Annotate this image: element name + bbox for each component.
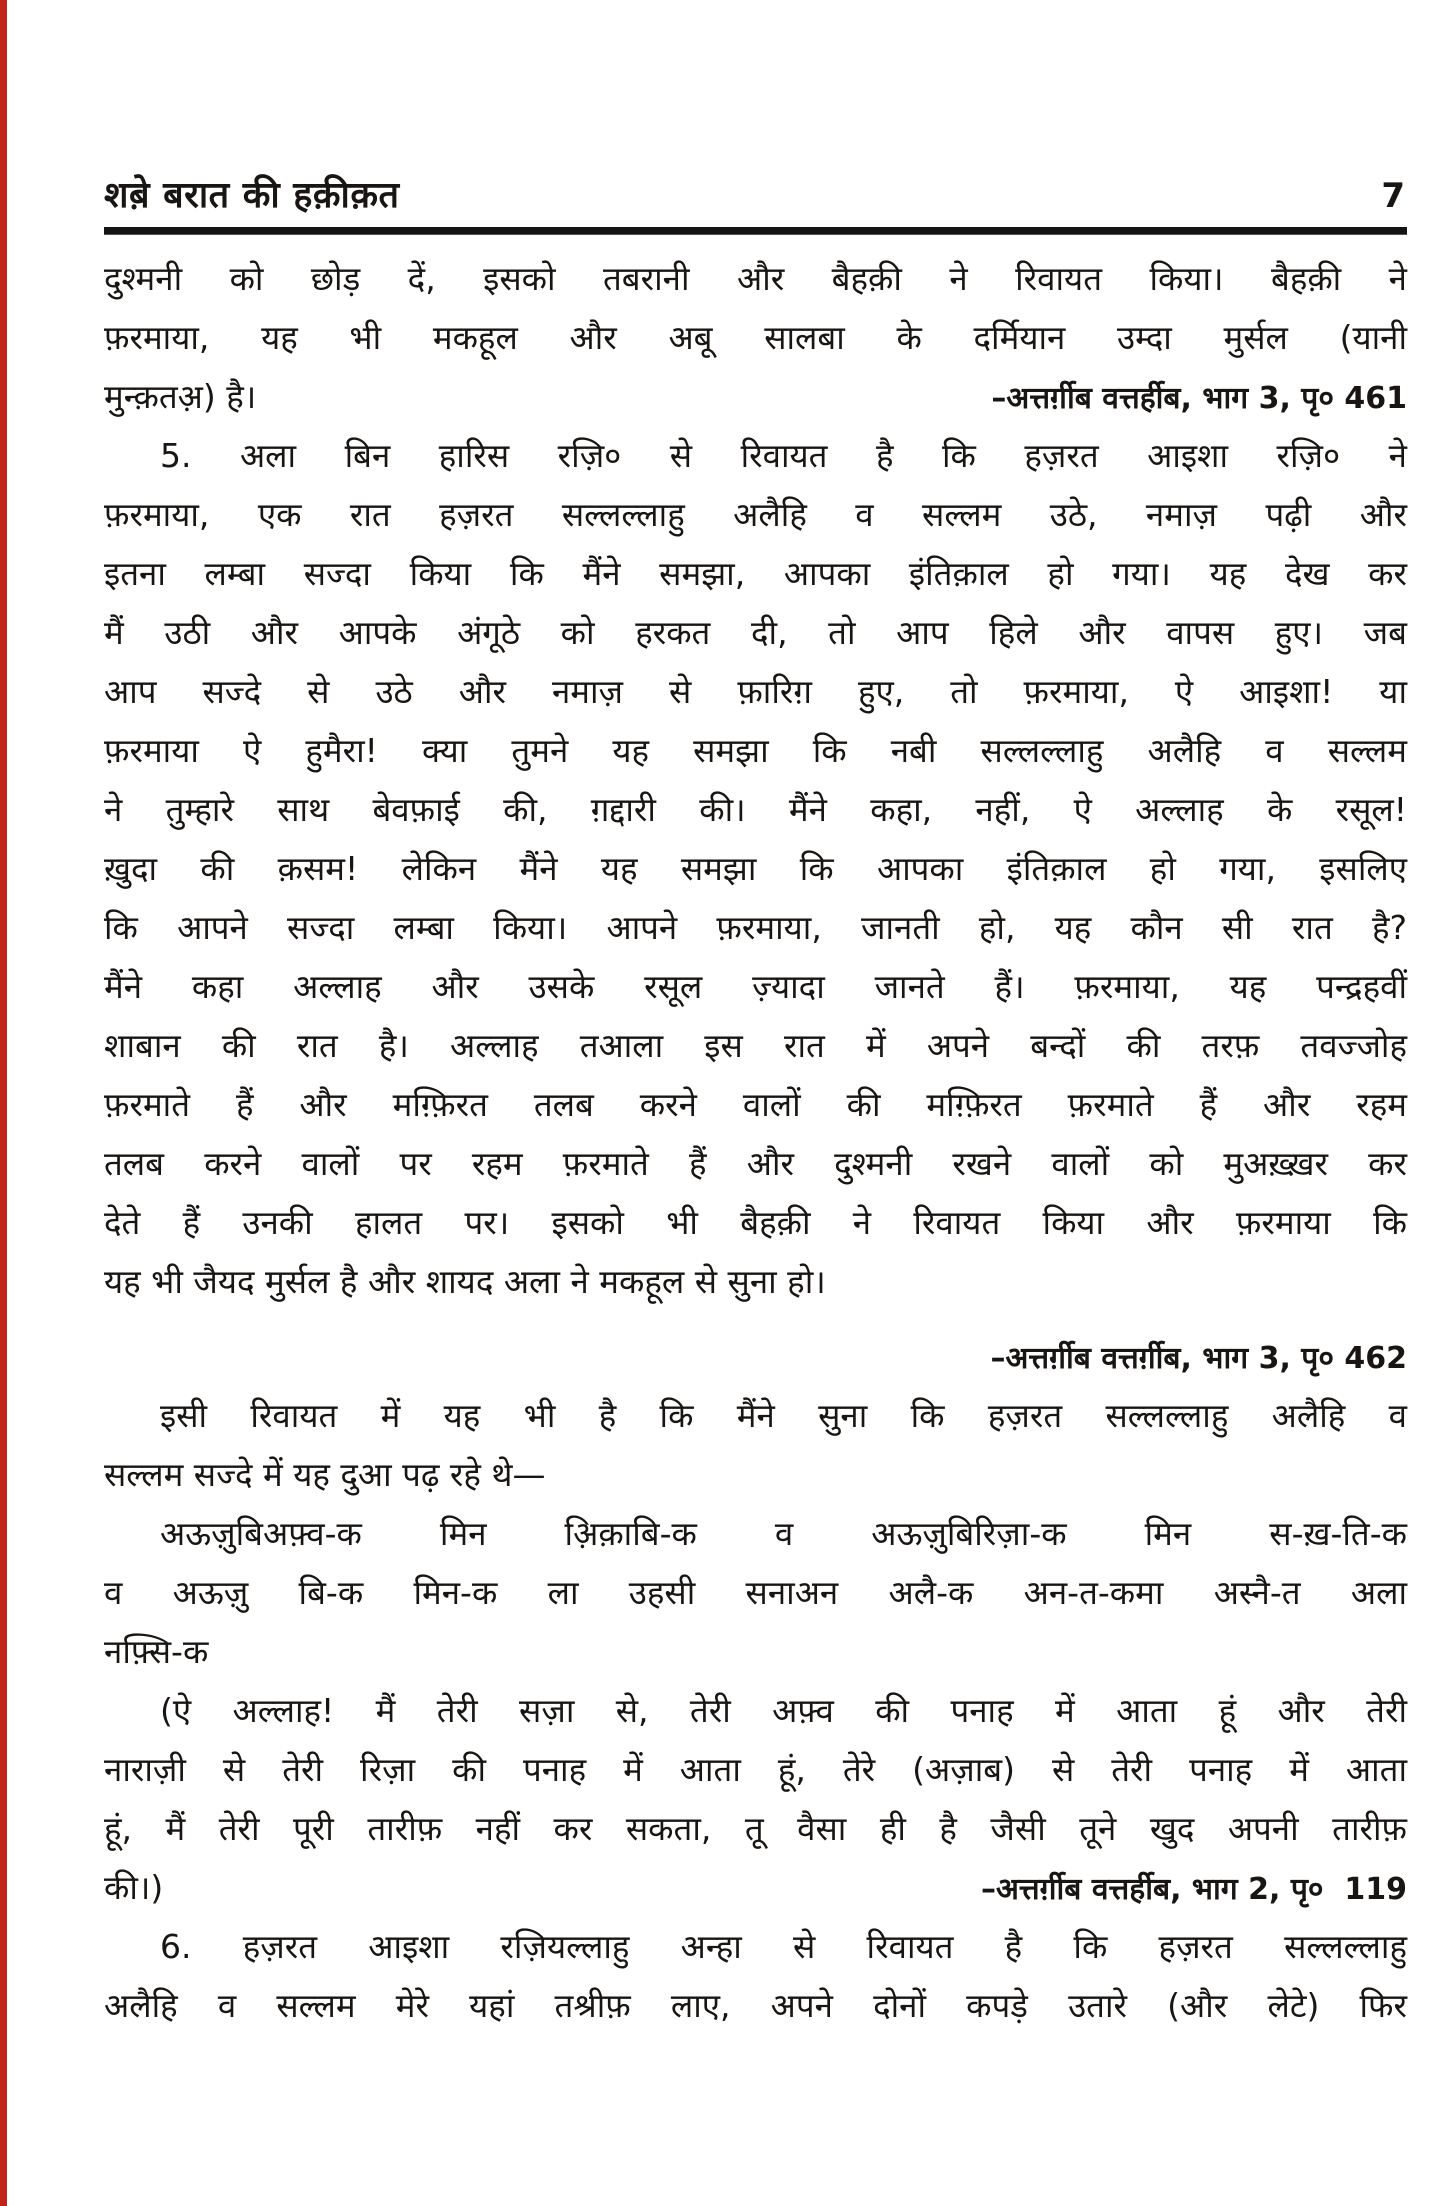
citation: –अत्तर्ग़ीब वत्तर्हीब, भाग 2, पृ० 119	[980, 1872, 1407, 1908]
text-line	[104, 1622, 1407, 1681]
line-text: अऊज़ुबिअफ़्व-क मिन अ़िक़ाबि-क व अऊज़ुबिरिज़ा-क मिन स-ख़-ति-क	[160, 1514, 1407, 1554]
citation: –अत्तर्ग़ीब वत्तर्हीब, भाग 3, पृ० 461	[991, 381, 1407, 417]
text-line	[104, 839, 1407, 898]
text-line	[104, 485, 1407, 544]
header-divider	[104, 227, 1407, 235]
line-text: मैंने कहा अल्लाह और उसके रसूल ज़्यादा जानते हैं। फ़रमाया, यह पन्द्रहवीं	[104, 967, 1407, 1007]
text-line	[104, 957, 1407, 1016]
text-line	[104, 1799, 1407, 1858]
line-text: फ़रमाया ऐ हुमैरा! क्या तुमने यह समझा कि नबी सल्लल्लाहु अलैहि व सल्लम	[104, 731, 1407, 771]
line-text: ख़ुदा की क़सम! लेकिन मैंने यह समझा कि आपका इंतिक़ाल हो गया, इसलिए	[104, 849, 1407, 889]
line-text: 6. हज़रत आइशा रज़ियल्लाहु अन्हा से रिवायत है कि हज़रत सल्लल्लाहु	[160, 1927, 1407, 1967]
text-line	[104, 1740, 1407, 1799]
text-line	[104, 544, 1407, 603]
text-line	[104, 662, 1407, 721]
text-line	[104, 898, 1407, 957]
page-header	[104, 0, 1407, 235]
text-line	[104, 1134, 1407, 1193]
text-line	[104, 1193, 1407, 1252]
text-line	[104, 603, 1407, 662]
text-line	[104, 426, 1407, 485]
line-text: यह भी जैयद मुर्सल है और शायद अला ने मकहूल से सुना हो।	[104, 1262, 826, 1302]
text-line	[104, 1445, 1407, 1504]
text-line	[104, 1858, 1407, 1917]
text-line	[104, 1016, 1407, 1075]
line-text: फ़रमाया, यह भी मकहूल और अबू सालबा के दर्मियान उम्दा मुर्सल (यानी	[104, 318, 1407, 358]
text-line	[104, 1563, 1407, 1622]
text-line	[104, 721, 1407, 780]
text-line	[104, 1681, 1407, 1740]
line-text: की।)	[104, 1868, 164, 1908]
text-line	[104, 1252, 1407, 1311]
line-text: हूं, मैं तेरी पूरी तारीफ़ नहीं कर सकता, तू वैसा ही है जैसी तूने खुद अपनी तारीफ़	[104, 1809, 1407, 1849]
line-text: इतना लम्बा सज्दा किया कि मैंने समझा, आपका इंतिक़ाल हो गया। यह देख कर	[104, 554, 1407, 594]
left-edge-strip	[0, 0, 7, 2206]
text-line	[104, 1075, 1407, 1134]
line-text: फ़रमाया, एक रात हज़रत सल्लल्लाहु अलैहि व सल्लम उठे, नमाज़ पढ़ी और	[104, 495, 1407, 535]
text-line	[104, 308, 1407, 367]
body-text	[104, 249, 1407, 2035]
line-text: शाबान की रात है। अल्लाह तआला इस रात में अपने बन्दों की तरफ़ तवज्जोह	[104, 1026, 1407, 1066]
line-text: व अऊज़ु बि-क मिन-क ला उहसी सनाअन अलै-क अन-त-कमा अस्नै-त अला	[104, 1573, 1407, 1613]
line-text: मैं उठी और आपके अंगूठे को हरकत दी, तो आप हिले और वापस हुए। जब	[104, 613, 1407, 653]
page-title: शब़े बरात की हक़ीक़त	[104, 175, 400, 216]
line-text: मुन्क़तअ़) है।	[104, 377, 257, 417]
line-text: ने तुम्हारे साथ बेवफ़ाई की, ग़द्दारी की। मैंने कहा, नहीं, ऐ अल्लाह के रसूल!	[104, 790, 1407, 830]
text-line	[104, 780, 1407, 839]
line-text: फ़रमाते हैं और मग़्फ़िरत तलब करने वालों की मग़्फ़िरत फ़रमाते हैं और रहम	[104, 1085, 1407, 1125]
line-text: कि आपने सज्दा लम्बा किया। आपने फ़रमाया, जानती हो, यह कौन सी रात है?	[104, 908, 1407, 948]
line-text: आप सज्दे से उठे और नमाज़ से फ़ारिग़ हुए, तो फ़रमाया, ऐ आइशा! या	[104, 672, 1407, 712]
line-text: अलैहि व सल्लम मेरे यहां तश्रीफ़ लाए, अपने दोनों कपड़े उतारे (और लेटे) फिर	[104, 1986, 1407, 2026]
line-text: (ऐ अल्लाह! मैं तेरी सज़ा से, तेरी अफ़्व की पनाह में आता हूं और तेरी	[160, 1691, 1407, 1731]
text-line	[104, 249, 1407, 308]
page-number: 7	[1381, 176, 1405, 216]
text-line	[104, 1917, 1407, 1976]
line-text: नाराज़ी से तेरी रिज़ा की पनाह में आता हूं, तेरे (अज़ाब) से तेरी पनाह में आता	[104, 1750, 1407, 1790]
line-text: तलब करने वालों पर रहम फ़रमाते हैं और दुश्मनी रखने वालों को मुअख़्ख़र कर	[104, 1144, 1407, 1184]
citation-line	[104, 1327, 1407, 1386]
line-text: नफ़्सि-क	[104, 1632, 209, 1672]
line-text: दुश्मनी को छोड़ दें, इसको तबरानी और बैहक़ी ने रिवायत किया। बैहक़ी ने	[104, 259, 1407, 299]
text-line	[104, 1504, 1407, 1563]
text-line	[104, 1976, 1407, 2035]
text-line	[104, 1386, 1407, 1445]
line-text: 5. अला बिन हारिस रज़ि० से रिवायत है कि हज़रत आइशा रज़ि० ने	[160, 436, 1407, 476]
line-text: सल्लम सज्दे में यह दुआ पढ़ रहे थे—	[104, 1455, 546, 1495]
text-line	[104, 367, 1407, 426]
line-text: इसी रिवायत में यह भी है कि मैंने सुना कि हज़रत सल्लल्लाहु अलैहि व	[160, 1396, 1407, 1436]
line-text: देते हैं उनकी हालत पर। इसको भी बैहक़ी ने रिवायत किया और फ़रमाया कि	[104, 1203, 1407, 1243]
citation: –अत्तर्ग़ीब वत्तर्ग़ीब, भाग 3, पृ० 462	[990, 1341, 1407, 1377]
